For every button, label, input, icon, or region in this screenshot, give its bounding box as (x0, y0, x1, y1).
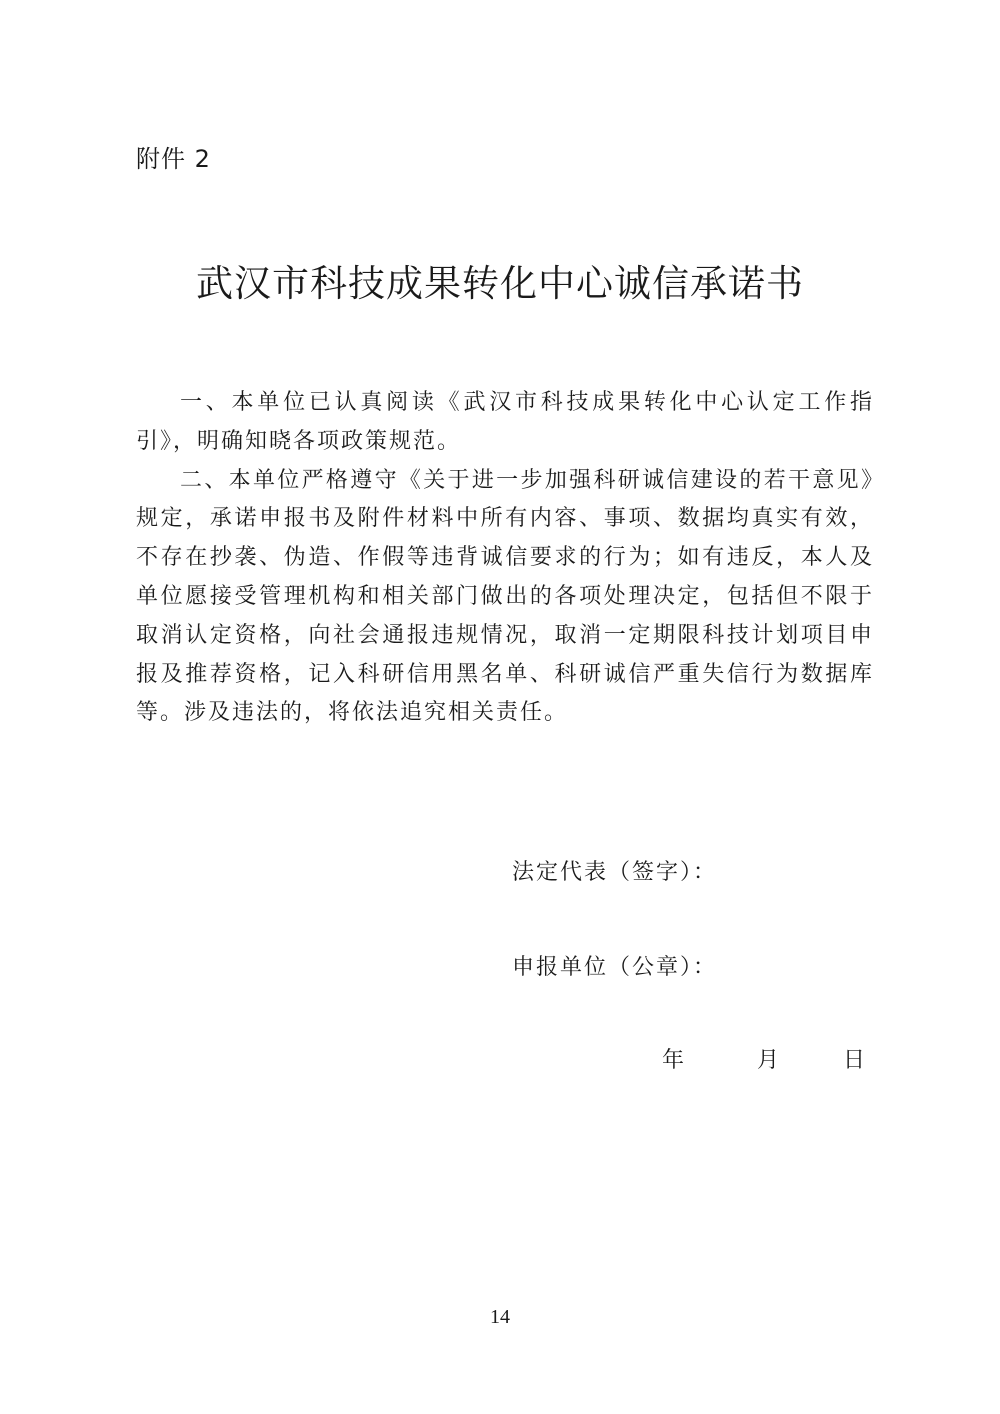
legal-representative-signature-label: 法定代表（签字）： (512, 860, 718, 885)
document-body (136, 384, 874, 733)
attachment-label: 附件 2 (136, 145, 211, 173)
page-number: 14 (490, 1306, 510, 1328)
date-month-label: 月 (757, 1048, 780, 1073)
declaring-unit-seal-label: 申报单位（公章）： (512, 955, 718, 980)
date-year-label: 年 (662, 1048, 685, 1073)
date-day-label: 日 (843, 1048, 866, 1073)
paragraph-1: 一、本单位已认真阅读《武汉市科技成果转化中心认定工作指引》，明确知晓各项政策规范。 (136, 390, 874, 454)
document-title: 武汉市科技成果转化中心诚信承诺书 (196, 262, 804, 305)
paragraph-2: 二、本单位严格遵守《关于进一步加强科研诚信建设的若干意见》规定，承诺申报书及附件材料中所有内容、事项、数据均真实有效，不存在抄袭、伪造、作假等违背诚信要求的行为；如有违反，本人及单位愿接受管理机构和相关部门做出的各项处理决定，包括但不限于取消认定资格，向社会通报违规情况，取消一定期限科技计划项目申报及推荐资格，记入科研信用黑名单、科研诚信严重失信行为数据库等。涉及违法的，将依法追究相关责任。 (136, 467, 874, 726)
